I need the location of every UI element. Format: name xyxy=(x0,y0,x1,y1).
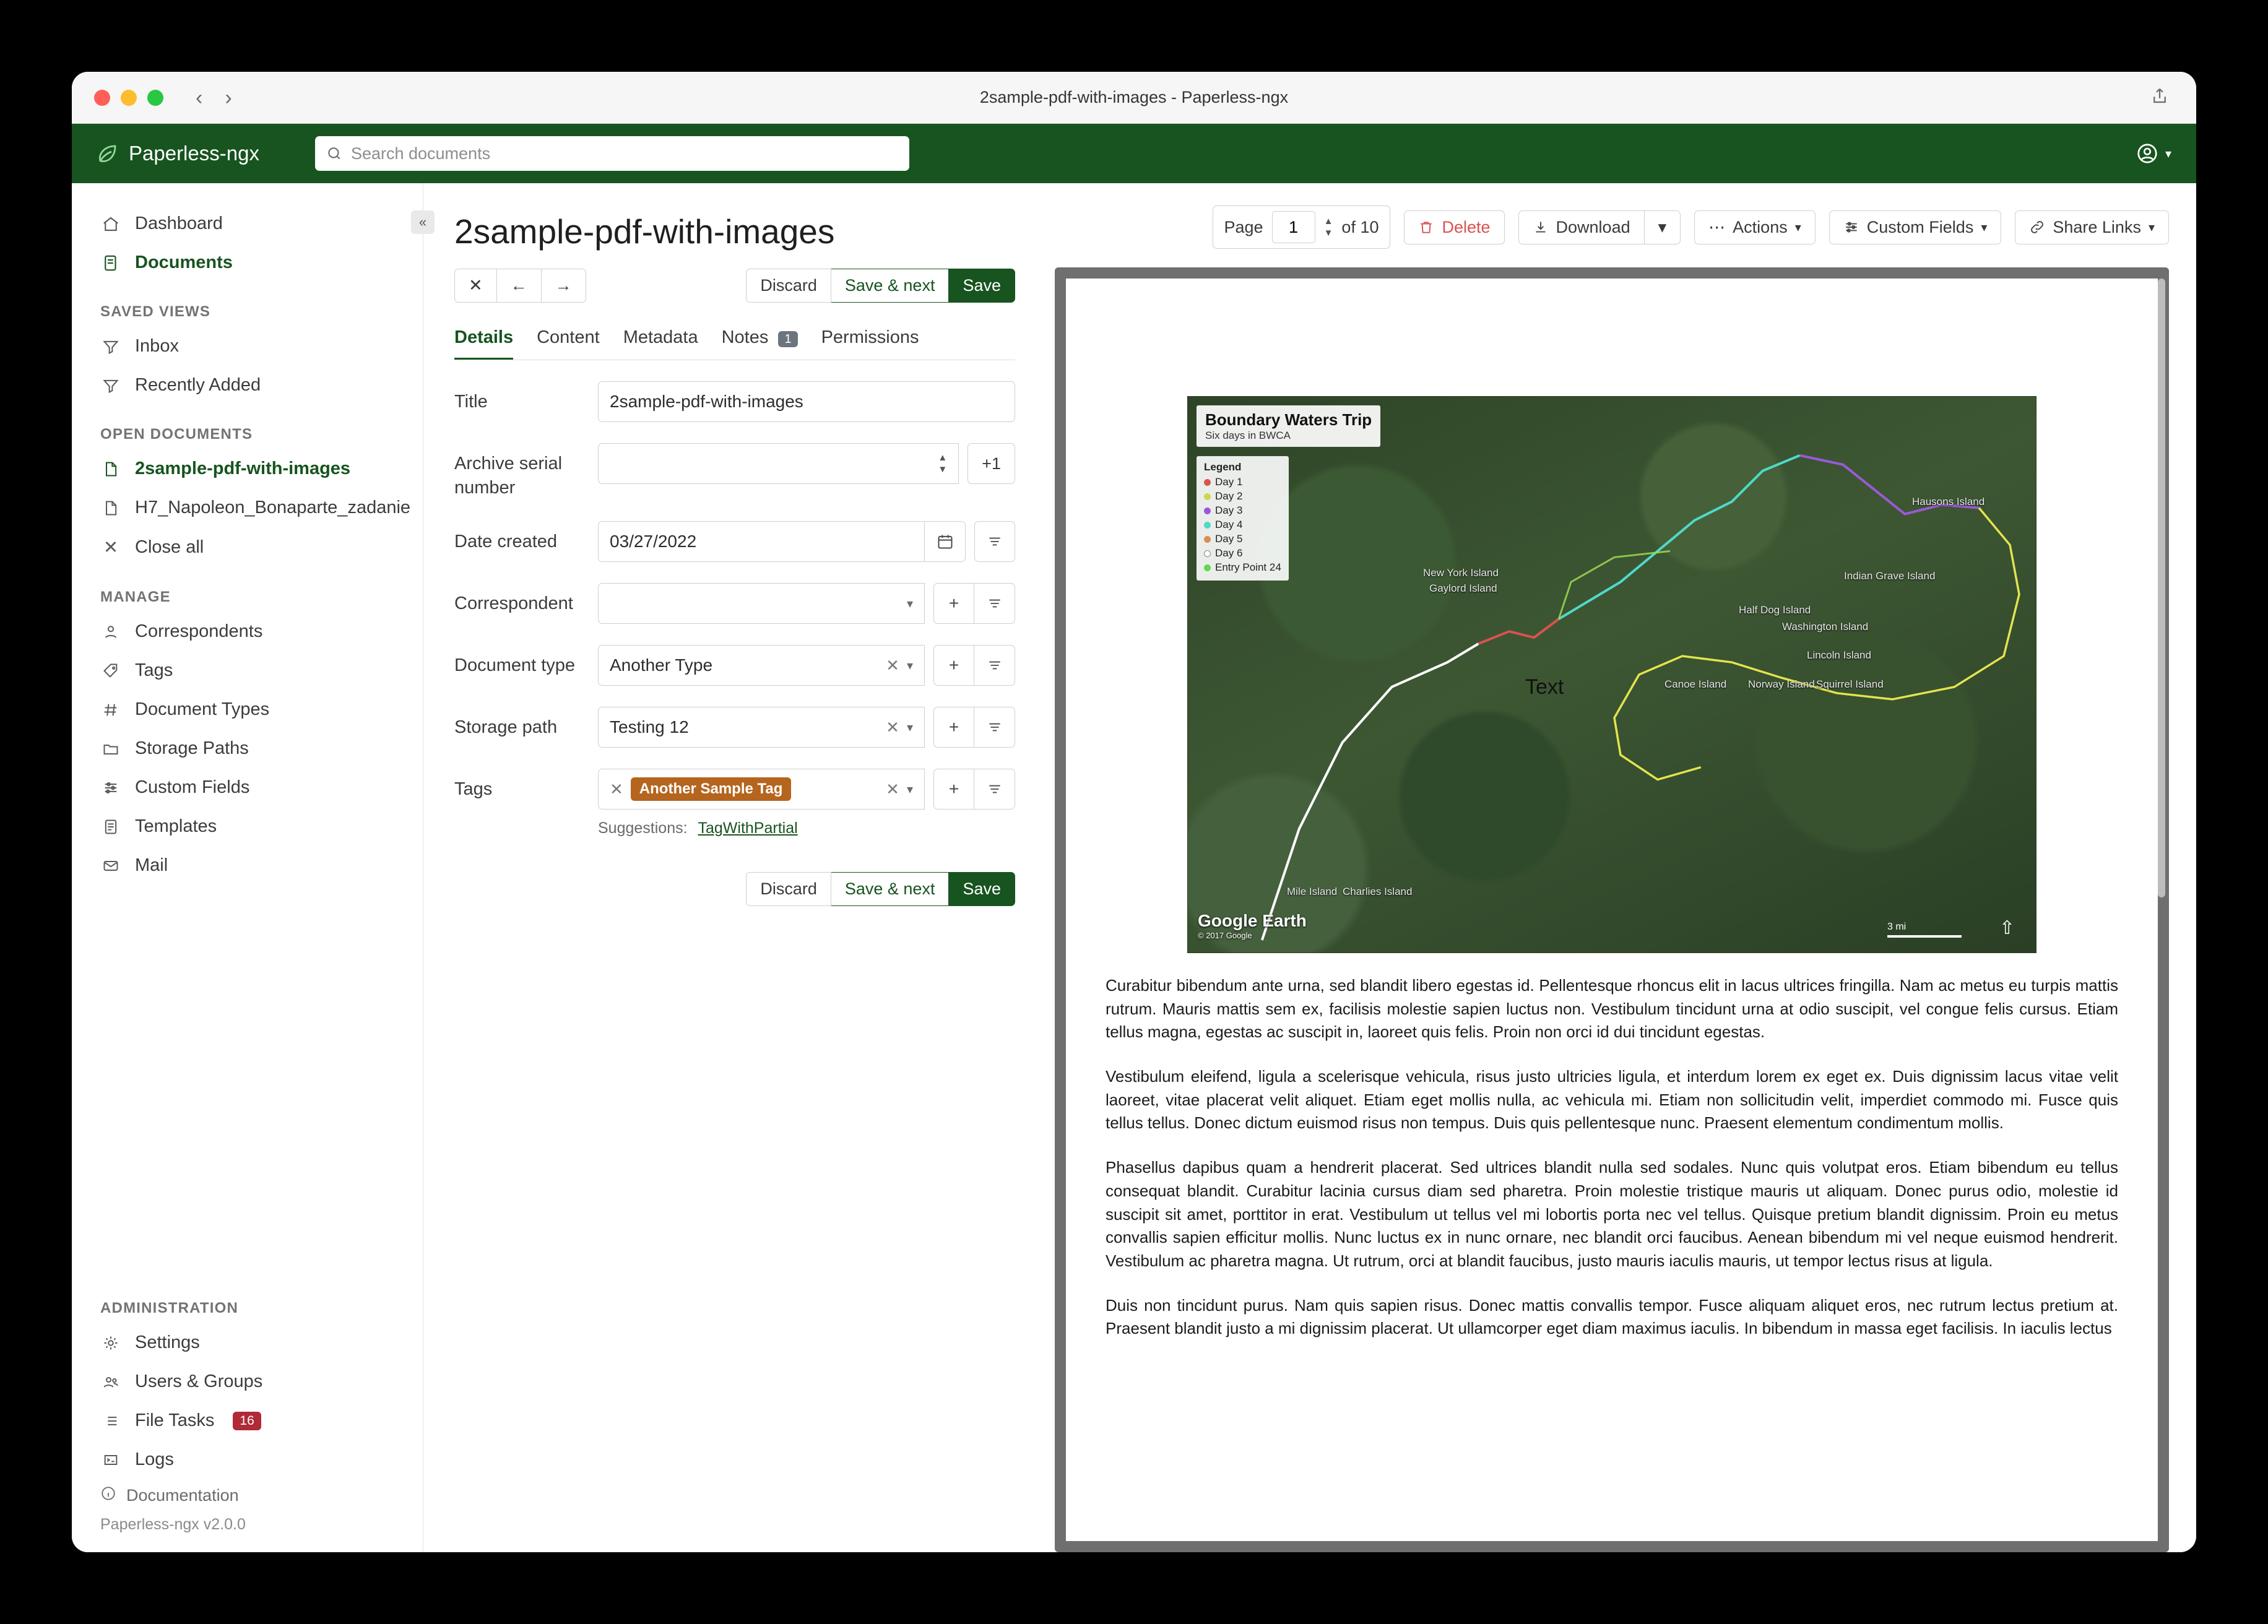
editor-toolbar-top xyxy=(454,269,1015,303)
person-icon xyxy=(100,623,121,641)
chevron-down-icon: ▾ xyxy=(906,782,913,797)
date-filter-icon[interactable] xyxy=(974,521,1015,562)
actions-button[interactable] xyxy=(1694,210,1816,244)
sidebar-item-custom-fields[interactable] xyxy=(72,768,423,807)
sidebar-item-label: H7_Napoleon_Bonaparte_zadanie xyxy=(135,498,411,517)
file-tasks-badge: 16 xyxy=(233,1412,261,1430)
sidebar-open-doc-1[interactable] xyxy=(72,449,423,488)
page-title: 2sample-pdf-with-images xyxy=(454,212,835,251)
actions-label: Actions xyxy=(1733,217,1788,236)
sidebar-item-label: Storage Paths xyxy=(135,738,249,758)
chevron-down-icon: ▾ xyxy=(906,720,913,735)
map-attribution xyxy=(1198,911,1307,940)
tab-metadata[interactable] xyxy=(623,327,698,360)
download-icon xyxy=(1533,219,1549,235)
field-title xyxy=(454,381,1015,422)
sidebar-item-label: Custom Fields xyxy=(135,777,250,797)
legend-swatch xyxy=(1204,536,1211,543)
save-button[interactable]: Save xyxy=(949,269,1015,303)
document-type-add-button[interactable]: + xyxy=(933,645,974,686)
legend-label: Day 3 xyxy=(1215,504,1243,516)
sidebar-item-label: Dashboard xyxy=(135,214,223,233)
storage-path-filter-icon[interactable] xyxy=(974,707,1015,748)
info-icon xyxy=(100,1485,116,1506)
sidebar-item-settings[interactable] xyxy=(72,1323,423,1362)
map-place-label: Washington Island xyxy=(1782,621,1869,633)
file-icon xyxy=(100,499,121,517)
document-type-value: Another Type xyxy=(610,655,713,675)
download-button[interactable] xyxy=(1518,210,1645,244)
save-buttons-bottom[interactable] xyxy=(746,872,1015,906)
storage-path-select[interactable] xyxy=(598,707,925,748)
tab-content[interactable] xyxy=(537,327,600,360)
download-group[interactable] xyxy=(1518,210,1681,244)
map-routes xyxy=(1188,397,2036,952)
leaf-icon xyxy=(97,142,119,165)
dots-icon: ⋯ xyxy=(1708,217,1726,236)
editor-tabs xyxy=(454,327,1015,360)
chevron-down-icon: ▾ xyxy=(906,659,913,673)
legend-label: Day 5 xyxy=(1215,533,1243,545)
field-tags xyxy=(454,769,1015,810)
previous-document-button[interactable]: ← xyxy=(497,269,542,303)
sidebar-close-all[interactable] xyxy=(72,527,423,568)
sidebar-item-label: 2sample-pdf-with-images xyxy=(135,459,351,478)
tab-label: Metadata xyxy=(623,327,698,347)
legend-swatch xyxy=(1204,522,1211,529)
legend-row xyxy=(1204,476,1281,488)
document-paragraph: Vestibulum eleifend, ligula a scelerisque vehicula, risus justo ultricies ligula, et interdum lorem ex eget ex. Duis dignissim lacus vitae velit laoreet, vitae placerat velit aliquet. Etiam eget mollis nulla, ac vehicula mi. Etiam non sollicitudin velit, imperdiet commodo mi. Fusce quis tellus tellus. Donec dictum euismod risus non tempus. Duis quis pellentesque nunc. Praesent elementum condimentum mollis. xyxy=(1106,1067,2118,1133)
map-title: Boundary Waters Trip xyxy=(1205,410,1372,429)
sidebar-item-label: File Tasks xyxy=(135,1410,215,1430)
app-window xyxy=(72,72,2196,1552)
sidebar-item-label: Documents xyxy=(135,253,233,272)
save-button-bottom[interactable]: Save xyxy=(949,872,1015,906)
field-label: Correspondent xyxy=(454,594,573,614)
folder-icon xyxy=(100,740,121,758)
map-scale xyxy=(1887,922,1962,938)
discard-button[interactable]: Discard xyxy=(746,269,831,303)
gear-icon xyxy=(100,1334,121,1352)
user-circle-icon xyxy=(2136,142,2159,165)
custom-fields-label: Custom Fields xyxy=(1866,217,1974,236)
legend-label: Day 4 xyxy=(1215,519,1243,530)
legend-swatch xyxy=(1204,508,1211,514)
sidebar-open-doc-2[interactable] xyxy=(72,488,423,527)
map-place-label: Canoe Island xyxy=(1664,678,1727,690)
brand[interactable] xyxy=(97,142,259,165)
correspondent-filter-icon[interactable] xyxy=(974,583,1015,624)
back-icon[interactable]: ‹ xyxy=(196,85,203,110)
page-number-input[interactable]: 1 xyxy=(1272,211,1315,243)
tags-filter-icon[interactable] xyxy=(974,769,1015,810)
remove-tag-icon[interactable]: ✕ xyxy=(610,779,623,798)
sidebar-section-administration: ADMINISTRATION xyxy=(100,1300,239,1316)
envelope-icon xyxy=(100,857,121,875)
sidebar-item-correspondents[interactable] xyxy=(72,612,423,651)
field-date-created xyxy=(454,521,1015,562)
correspondent-add-button[interactable]: + xyxy=(933,583,974,624)
attribution-label: Google Earth xyxy=(1198,911,1307,930)
sidebar-item-label: Correspondents xyxy=(135,621,263,641)
document-paragraph: Curabitur bibendum ante urna, sed blandit libero egestas id. Pellentesque rhoncus elit in lacus ultrices fringilla. Nam ac metus eu turpis mattis rutrum. Mauris mattis sem ex, facilisis molestie sapien luctus non. Vestibulum tincidunt urna at odio suscipit, vel congue felis cursus. Etiam tellus magna, egestas ac suscipit in, laoreet quis felis. Proin non orci id dui tincidunt egestas. xyxy=(1106,976,2118,1042)
tab-permissions[interactable] xyxy=(821,327,919,360)
map-place-label: Mile Island xyxy=(1287,886,1338,897)
sidebar-section-open-documents: OPEN DOCUMENTS xyxy=(100,426,253,443)
page-stepper[interactable]: ▲ ▼ xyxy=(1323,216,1333,238)
field-label: Document type xyxy=(454,655,576,676)
close-document-button[interactable]: ✕ xyxy=(454,269,497,303)
notes-badge: 1 xyxy=(778,331,797,347)
asn-plus-one-button[interactable]: +1 xyxy=(967,443,1015,484)
map-place-label: Indian Grave Island xyxy=(1844,570,1936,582)
document-type-filter-icon[interactable] xyxy=(974,645,1015,686)
field-label: Tags xyxy=(454,779,493,800)
page-label: Page xyxy=(1224,217,1263,236)
sidebar-item-label: Logs xyxy=(135,1449,174,1469)
legend-label: Entry Point 24 xyxy=(1215,561,1281,573)
field-label: Archive serial number xyxy=(454,454,563,498)
compass-north-icon: ⇧ xyxy=(1999,918,2015,938)
documents-icon xyxy=(100,254,121,272)
chevron-down-icon: ▾ xyxy=(2165,147,2171,161)
map-place-label: New York Island xyxy=(1423,567,1499,579)
app-body xyxy=(72,183,2196,1552)
page-total: of 10 xyxy=(1341,217,1379,236)
tag-suggestions xyxy=(598,819,1015,837)
attribution-sub: © 2017 Google xyxy=(1198,931,1252,940)
legend-swatch xyxy=(1204,564,1211,571)
sidebar-item-label: Recently Added xyxy=(135,375,261,395)
legend-row xyxy=(1204,547,1281,559)
download-dropdown-button[interactable]: ▾ xyxy=(1645,210,1681,244)
sidebar-item-label: Close all xyxy=(135,537,204,557)
share-links-button[interactable] xyxy=(2015,210,2169,244)
search-icon xyxy=(326,145,342,162)
date-created-input[interactable]: 03/27/2022 xyxy=(598,521,925,562)
search-placeholder: Search documents xyxy=(350,144,491,163)
tab-label: Permissions xyxy=(821,327,919,347)
sidebar-item-inbox[interactable] xyxy=(72,327,423,366)
sidebar-item-label: Document Types xyxy=(135,699,270,719)
map-place-label: Half Dog Island xyxy=(1739,604,1811,616)
tab-notes[interactable] xyxy=(722,327,798,360)
pdf-viewer[interactable] xyxy=(1055,267,2169,1552)
storage-path-add-button[interactable]: + xyxy=(933,707,974,748)
people-icon xyxy=(100,1373,121,1391)
chevron-down-icon: ▾ xyxy=(906,597,913,611)
sidebar-item-documents[interactable] xyxy=(72,243,423,282)
map-legend xyxy=(1197,456,1289,581)
documentation-label: Documentation xyxy=(126,1486,239,1505)
pdf-page xyxy=(1066,279,2158,1541)
asn-input[interactable] xyxy=(598,443,959,484)
tags-add-button[interactable]: + xyxy=(933,769,974,810)
delete-button[interactable] xyxy=(1404,210,1504,244)
page-navigation[interactable] xyxy=(1213,205,1391,249)
legend-swatch xyxy=(1204,479,1211,486)
sidebar-item-dashboard[interactable] xyxy=(72,204,423,243)
map-place-label: Hausons Island xyxy=(1912,496,1985,508)
sidebar-item-mail[interactable] xyxy=(72,846,423,885)
sidebar-item-users-groups[interactable] xyxy=(72,1362,423,1401)
terminal-icon xyxy=(100,1451,121,1469)
save-and-next-button-bottom[interactable]: Save & next xyxy=(831,872,950,906)
hash-icon xyxy=(100,701,121,719)
sidebar-item-documentation[interactable] xyxy=(72,1479,423,1510)
brand-label: Paperless-ngx xyxy=(129,142,259,165)
field-label: Storage path xyxy=(454,717,558,738)
funnel-icon xyxy=(100,338,121,355)
sidebar-section-saved-views: SAVED VIEWS xyxy=(100,303,211,320)
legend-row xyxy=(1204,504,1281,517)
legend-row xyxy=(1204,561,1281,574)
account-menu[interactable] xyxy=(2136,142,2171,165)
file-icon xyxy=(100,460,121,478)
sidebar-item-templates[interactable] xyxy=(72,807,423,846)
legend-row xyxy=(1204,533,1281,545)
preview-toolbar xyxy=(1055,205,2169,249)
app-header xyxy=(72,124,2196,183)
link-icon xyxy=(2029,219,2045,235)
chevron-down-icon: ▾ xyxy=(1981,220,1988,235)
sidebar-item-label: Settings xyxy=(135,1332,200,1352)
trash-icon xyxy=(1418,219,1434,235)
funnel-icon xyxy=(100,377,121,394)
sidebar-section-manage: MANAGE xyxy=(100,589,171,605)
document-paragraph: Phasellus dapibus quam a hendrerit placerat. Sed ultrices blandit nulla sed sodales. Nunc quis volutpat eros. Etiam bibendum eu tellus consequat blandit. Curabitur lacinia cursus diam sed pharetra. Proin molestie tristique mauris ut aliquam. Donec purus odio, molestie id suscipit sit amet, porttitor in erat. Vestibulum ut tellus vel mi lobortis porta nec vel tellus. Quisque pretium blandit dignissim. Proin eu metus convallis sapien efficitur mollis. Nunc luctus ex in nunc ornare, nec blandit orci faucibus. Aenean bibendum mi vel neque euismod hendrerit. Vestibulum ac pharetra magna. Ut rutrum, orci at blandit faucibus, justo mauris iaculis mauris, ut tempor lectus risus at ligula. xyxy=(1106,1158,2118,1270)
discard-button-bottom[interactable]: Discard xyxy=(746,872,831,906)
forward-icon[interactable]: › xyxy=(225,85,232,110)
sidebar-item-file-tasks[interactable] xyxy=(72,1401,423,1440)
asn-stepper[interactable]: ▲ ▼ xyxy=(938,452,948,475)
scale-label: 3 mi xyxy=(1887,922,1907,932)
viewer-scrollbar[interactable] xyxy=(2158,279,2165,897)
custom-fields-button[interactable] xyxy=(1829,210,2002,244)
storage-path-value: Testing 12 xyxy=(610,717,689,737)
sidebar-item-recently-added[interactable] xyxy=(72,366,423,405)
sidebar-item-label: Inbox xyxy=(135,336,179,356)
chevron-down-icon: ▾ xyxy=(2148,220,2155,235)
legend-swatch xyxy=(1204,550,1211,557)
sidebar xyxy=(72,183,427,1552)
sidebar-item-label: Users & Groups xyxy=(135,1371,263,1391)
title-input[interactable]: 2sample-pdf-with-images xyxy=(598,381,1015,422)
download-label: Download xyxy=(1556,217,1630,236)
editor-toolbar-bottom xyxy=(454,872,1015,906)
legend-row xyxy=(1204,519,1281,531)
delete-label: Delete xyxy=(1442,217,1491,236)
tags-select[interactable] xyxy=(598,769,925,810)
legend-title: Legend xyxy=(1204,461,1242,473)
field-label: Title xyxy=(454,392,488,412)
sidebar-collapse-button[interactable]: « xyxy=(411,210,435,234)
document-editor xyxy=(423,183,1042,1552)
sidebar-item-label: Tags xyxy=(135,660,173,680)
sliders-icon xyxy=(100,779,121,797)
field-storage-path xyxy=(454,707,1015,748)
calendar-icon[interactable] xyxy=(925,521,966,562)
file-text-icon xyxy=(100,818,121,836)
window-title: 2sample-pdf-with-images - Paperless-ngx xyxy=(979,88,1289,106)
legend-label: Day 6 xyxy=(1215,547,1243,559)
chevron-down-icon: ▾ xyxy=(1794,220,1801,235)
map-place-label: Lincoln Island xyxy=(1807,649,1871,661)
legend-label: Day 1 xyxy=(1215,476,1243,488)
map-place-label: Charlies Island xyxy=(1343,886,1413,897)
tag-icon xyxy=(100,662,121,680)
legend-label: Day 2 xyxy=(1215,490,1243,502)
home-icon xyxy=(100,215,121,233)
field-archive-serial-number xyxy=(454,443,1015,500)
map-place-label: Norway Island xyxy=(1748,678,1815,690)
sidebar-item-label: Mail xyxy=(135,855,168,875)
sliders-icon xyxy=(1843,219,1859,235)
main-content xyxy=(423,183,2196,1552)
sidebar-item-label: Templates xyxy=(135,816,217,836)
map-overlay-text: Text xyxy=(1525,675,1564,699)
sidebar-item-storage-paths[interactable] xyxy=(72,729,423,768)
tab-label: Content xyxy=(537,327,600,347)
app-version: Paperless-ngx v2.0.0 xyxy=(100,1516,246,1533)
document-paragraph: Duis non tincidunt purus. Nam quis sapien risus. Donec mattis convallis tempor. Fusce aliquam aliquet eros, nec rutrum lectus pretium at. Praesent blandit justo a mi dignissim placerat. Ut ullamcorper eget diam maximus iaculis. In bibendum in massa eget facilisis. In iaculis lectus xyxy=(1106,1295,2118,1338)
sidebar-item-tags[interactable] xyxy=(72,651,423,690)
suggestions-label: Suggestions: xyxy=(598,819,688,837)
legend-row xyxy=(1204,490,1281,503)
clear-icon[interactable]: ✕ xyxy=(886,779,899,798)
doc-nav-buttons[interactable] xyxy=(454,269,586,303)
legend-swatch xyxy=(1204,493,1211,500)
sidebar-item-logs[interactable] xyxy=(72,1440,423,1479)
field-document-type xyxy=(454,645,1015,686)
map-title-card xyxy=(1197,405,1380,447)
tag-chip[interactable]: Another Sample Tag xyxy=(631,777,792,801)
correspondent-select[interactable] xyxy=(598,583,925,624)
tab-details[interactable] xyxy=(454,327,513,360)
next-document-button[interactable]: → xyxy=(542,269,586,303)
scale-bar xyxy=(1887,935,1962,938)
tab-label: Notes xyxy=(721,327,769,347)
share-links-label: Share Links xyxy=(2053,217,2141,236)
map-subtitle: Six days in BWCA xyxy=(1205,430,1291,441)
field-correspondent xyxy=(454,583,1015,624)
save-and-next-button[interactable]: Save & next xyxy=(831,269,950,303)
document-preview xyxy=(1042,183,2196,1552)
sidebar-item-document-types[interactable] xyxy=(72,690,423,729)
field-label: Date created xyxy=(454,532,558,552)
close-icon: ✕ xyxy=(103,538,119,558)
clear-icon[interactable]: ✕ xyxy=(886,717,899,736)
map-place-label: Squirrel Island xyxy=(1816,678,1884,690)
list-icon xyxy=(100,1412,121,1430)
tab-label: Details xyxy=(454,327,514,347)
map-place-label: Gaylord Island xyxy=(1429,582,1497,594)
clear-icon[interactable]: ✕ xyxy=(886,655,899,675)
window-titlebar xyxy=(72,72,2196,124)
document-type-select[interactable] xyxy=(598,645,925,686)
document-map-image xyxy=(1187,396,2036,953)
suggestion-tagwithpartial[interactable]: TagWithPartial xyxy=(698,819,798,837)
save-buttons-top[interactable] xyxy=(746,269,1015,303)
search-input[interactable] xyxy=(315,136,909,171)
